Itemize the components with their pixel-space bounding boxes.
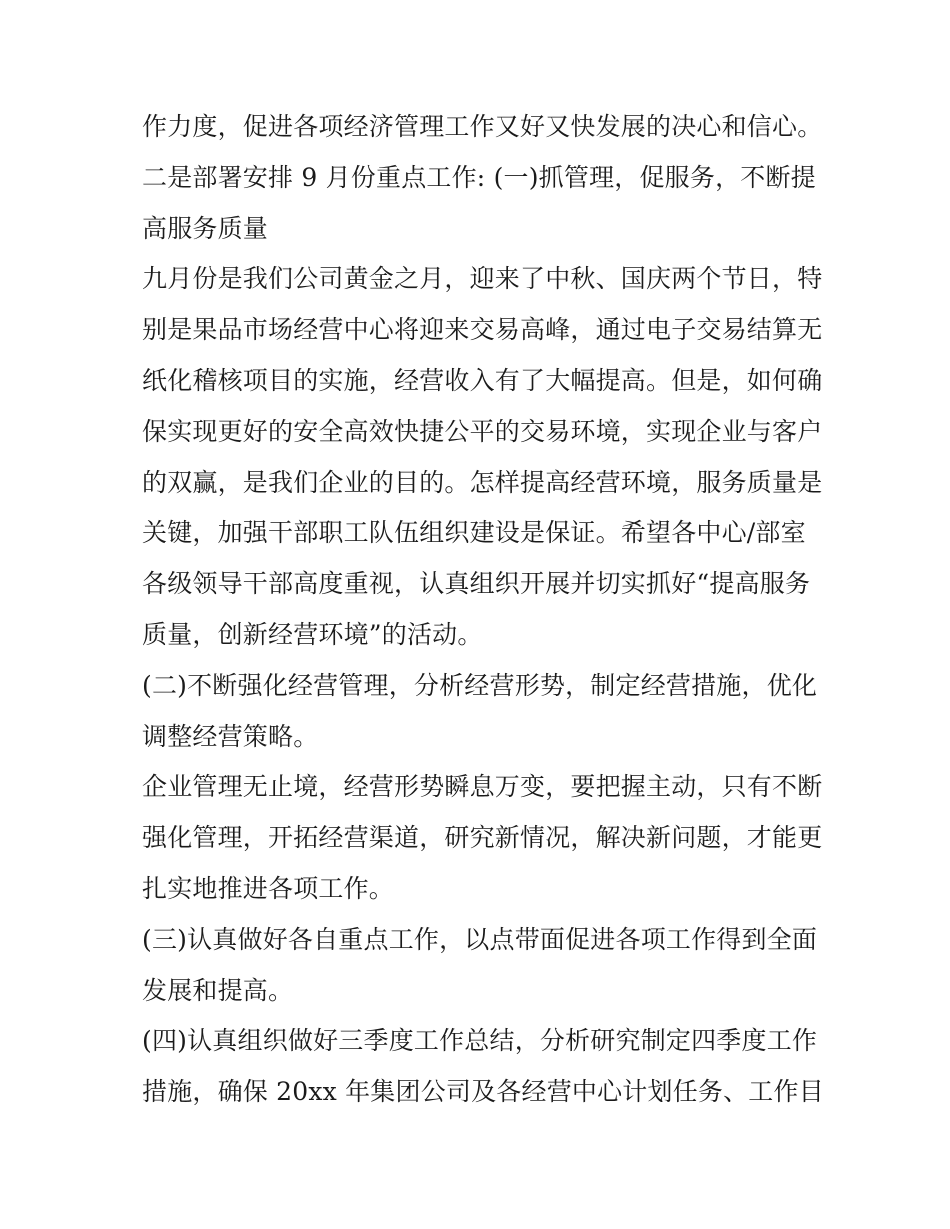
text-line: 各级领导干部高度重视，认真组织开展并切实抓好“提高服务 — [142, 569, 811, 599]
text-line: (四)认真组织做好三季度工作总结，分析研究制定四季度工作 — [142, 1026, 818, 1056]
text-line: 调整经营策略。 — [142, 721, 319, 751]
text-line: 九月份是我们公司黄金之月，迎来了中秋、国庆两个节日，特 — [142, 264, 823, 294]
text-line: 二是部署安排 9 月份重点工作: (一)抓管理，促服务，不断提 — [142, 162, 816, 192]
text-line: 纸化稽核项目的实施，经营收入有了大幅提高。但是，如何确 — [142, 365, 823, 395]
text-line: 的双赢，是我们企业的目的。怎样提高经营环境，服务质量是 — [142, 467, 823, 497]
text-line: 作力度，促进各项经济管理工作又好又快发展的决心和信心。 — [142, 112, 823, 141]
text-line: 发展和提高。 — [142, 975, 294, 1005]
text-line: 质量，创新经营环境”的活动。 — [142, 619, 483, 649]
text-line: (三)认真做好各自重点工作，以点带面促进各项工作得到全面 — [142, 924, 818, 954]
text-line: 扎实地推进各项工作。 — [142, 873, 395, 903]
text-line: 强化管理，开拓经营渠道，研究新情况，解决新问题，才能更 — [142, 823, 823, 853]
document-body — [142, 102, 822, 1118]
text-line: 措施，确保 20xx 年集团公司及各经营中心计划任务、工作目 — [142, 1077, 824, 1107]
text-line: 高服务质量 — [142, 213, 269, 243]
text-line: 别是果品市场经营中心将迎来交易高峰，通过电子交易结算无 — [142, 315, 823, 345]
text-line: 关键，加强干部职工队伍组织建设是保证。希望各中心/部室 — [142, 518, 806, 548]
text-line: 保实现更好的安全高效快捷公平的交易环境，实现企业与客户 — [142, 416, 823, 446]
text-line: (二)不断强化经营管理，分析经营形势，制定经营措施，优化 — [142, 670, 818, 700]
text-line: 企业管理无止境，经营形势瞬息万变，要把握主动，只有不断 — [142, 772, 823, 802]
